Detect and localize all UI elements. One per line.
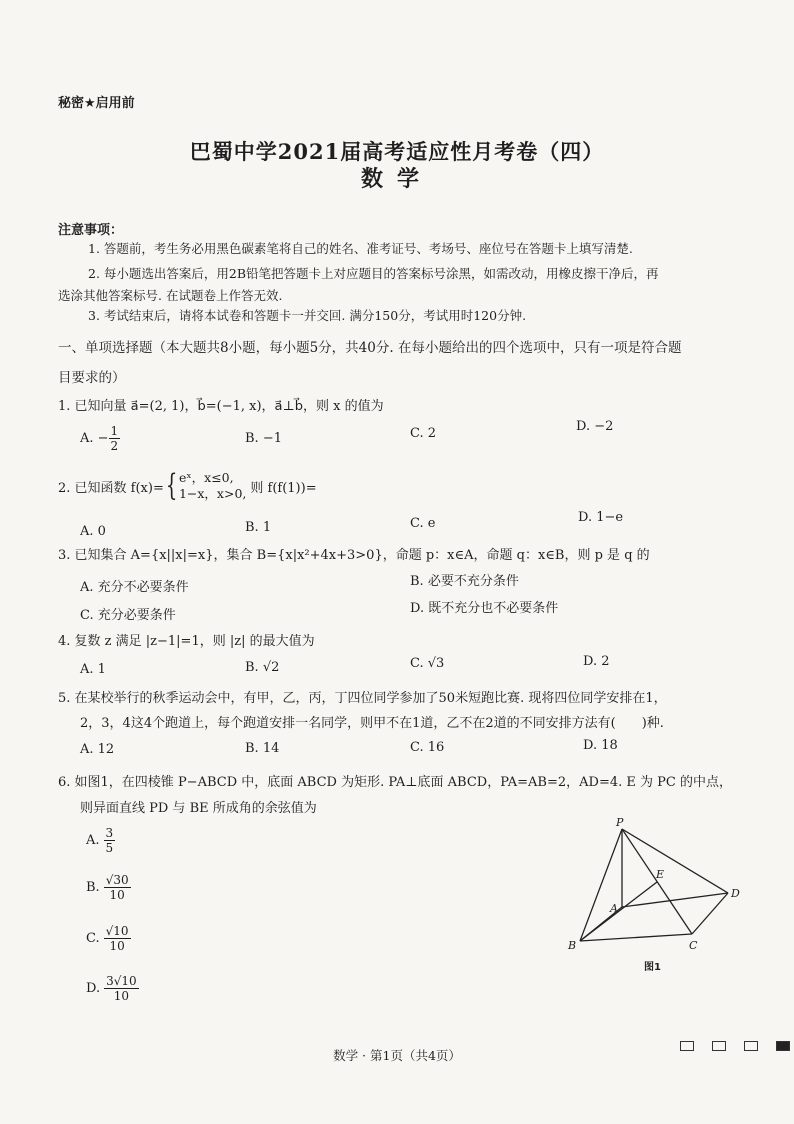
edge-cd <box>692 893 728 934</box>
q4-option-c: C. √3 <box>410 656 445 671</box>
q6-option-a <box>86 826 115 855</box>
q2-option-c: C. e <box>410 516 436 531</box>
q3-option-d: D. 既不充分也不必要条件 <box>410 601 559 616</box>
mark-square-filled <box>776 1041 790 1051</box>
q5-text: 2，3，4这4个跑道上，每个跑道安排一名同学，则甲不在1道，乙不在2道的不同安排方法有( <box>80 716 616 731</box>
q2-suffix: 则 f(f(1))= <box>250 480 317 496</box>
question-6-cont: 则异面直线 PD 与 BE 所成角的余弦值为 <box>80 801 317 816</box>
section-heading: 一、单项选择题（本大题共8小题，每小题5分，共40分. 在每小题给出的四个选项中，只有一项是符合题 <box>58 340 682 356</box>
mark-square <box>680 1041 694 1051</box>
q6-option-a-fraction <box>104 826 116 855</box>
fraction-denominator: 10 <box>109 888 125 902</box>
q2-option-b: B. 1 <box>245 520 272 535</box>
question-3: 3. 已知集合 A={x||x|=x}，集合 B={x|x²+4x+3>0}，命题 p：x∈A，命题 q：x∈B，则 p 是 q 的 <box>58 548 650 563</box>
edge-ad <box>622 893 728 907</box>
fraction-numerator: √10 <box>105 924 129 938</box>
question-5: 5. 在某校举行的秋季运动会中，有甲，乙，丙，丁四位同学参加了50米短跑比赛. 现将四位同学安排在1， <box>58 691 667 706</box>
section-heading-cont: 目要求的） <box>58 370 126 386</box>
vertex-b-label: B <box>568 939 577 952</box>
question-5-cont <box>80 712 664 731</box>
q6-option-d <box>86 974 139 1003</box>
q3-option-b: B. 必要不充分条件 <box>410 574 519 589</box>
point-e-label: E <box>656 868 665 881</box>
mark-square <box>744 1041 758 1051</box>
q4-option-a: A. 1 <box>80 662 106 677</box>
q1-option-b: B. −1 <box>245 431 282 446</box>
vertex-p-label: P <box>616 816 624 829</box>
figure-caption: 图1 <box>644 962 661 973</box>
edge-bc <box>580 934 692 941</box>
vertex-a-label: A <box>610 902 618 915</box>
question-2 <box>58 470 317 502</box>
confidential-label: 秘密★启用前 <box>58 96 135 111</box>
case-1: eˣ，x≤0, <box>178 470 234 485</box>
note-2: 2. 每小题选出答案后，用2B铅笔把答题卡上对应题目的答案标号涂黑，如需改动，用橡皮擦干净后，再 <box>88 266 659 281</box>
q1-option-c: C. 2 <box>410 426 437 441</box>
option-label: B. <box>86 880 100 895</box>
q4-option-b: B. √2 <box>245 660 280 675</box>
question-4: 4. 复数 z 满足 |z−1|=1，则 |z| 的最大值为 <box>58 634 315 649</box>
edge-pd <box>622 829 728 893</box>
q6-option-d-fraction <box>104 974 139 1003</box>
q2-prefix: 2. 已知函数 f(x)= <box>58 480 164 496</box>
q5-text-end: )种. <box>641 716 664 731</box>
q5-option-c: C. 16 <box>410 740 445 755</box>
fraction-numerator: 3 <box>105 826 114 840</box>
q6-option-b <box>86 873 131 902</box>
q4-option-d: D. 2 <box>583 654 610 669</box>
q1-option-a <box>80 424 120 453</box>
q2-option-d: D. 1−e <box>578 510 624 525</box>
fraction-denominator: 2 <box>110 439 119 453</box>
q3-option-c: C. 充分必要条件 <box>80 608 176 623</box>
footer-marks <box>680 1041 790 1051</box>
q5-option-b: B. 14 <box>245 741 280 756</box>
pyramid-figure <box>560 815 760 975</box>
q1-option-a-fraction <box>109 424 121 453</box>
question-1: 1. 已知向量 a⃗=(2, 1)，b⃗=(−1, x)，a⃗⊥b⃗，则 x 的值为 <box>58 399 384 414</box>
fraction-denominator: 10 <box>109 939 125 953</box>
edge-pc <box>622 829 692 934</box>
fraction-denominator: 10 <box>113 989 130 1003</box>
brace-glyph: { <box>165 468 178 503</box>
exam-title: 巴蜀中学2021届高考适应性月考卷（四） <box>189 139 605 164</box>
mark-square <box>712 1041 726 1051</box>
q5-option-d: D. 18 <box>583 738 618 753</box>
option-label: D. <box>86 981 101 996</box>
note-2-cont: 选涂其他答案标号. 在试题卷上作答无效. <box>58 288 283 303</box>
fraction-numerator: 3√10 <box>106 974 137 988</box>
q1-option-d: D. −2 <box>576 419 614 434</box>
option-label: C. <box>86 931 100 946</box>
q6-option-c <box>86 924 131 953</box>
option-label: A. <box>86 833 100 848</box>
q3-option-a: A. 充分不必要条件 <box>80 580 189 595</box>
q2-option-a: A. 0 <box>80 524 106 539</box>
q6-option-b-fraction <box>104 873 131 902</box>
q6-option-c-fraction <box>104 924 131 953</box>
fraction-numerator: 1 <box>110 424 119 438</box>
fraction-denominator: 5 <box>105 841 114 855</box>
page-footer: 数学 · 第1页（共4页） <box>333 1048 461 1063</box>
cases <box>179 470 246 502</box>
q1-option-a-prefix: A. − <box>80 431 109 446</box>
notes-heading: 注意事项： <box>58 223 124 238</box>
note-1: 1. 答题前，考生务必用黑色碳素笔将自己的姓名、准考证号、考场号、座位号在答题卡上填写清楚. <box>88 241 633 256</box>
case-2: 1−x，x>0, <box>178 486 247 501</box>
note-3: 3. 考试结束后，请将本试卷和答题卡一并交回. 满分150分，考试用时120分钟. <box>88 308 527 323</box>
question-6: 6. 如图1，在四棱锥 P−ABCD 中，底面 ABCD 为矩形. PA⊥底面 ABCD，PA=AB=2，AD=4. E 为 PC 的中点， <box>58 775 732 790</box>
vertex-d-label: D <box>731 887 740 900</box>
q5-option-a: A. 12 <box>80 742 115 757</box>
subject-title: 数学 <box>360 166 433 192</box>
fraction-numerator: √30 <box>105 873 129 887</box>
vertex-c-label: C <box>689 939 698 952</box>
piecewise-function <box>164 470 247 502</box>
